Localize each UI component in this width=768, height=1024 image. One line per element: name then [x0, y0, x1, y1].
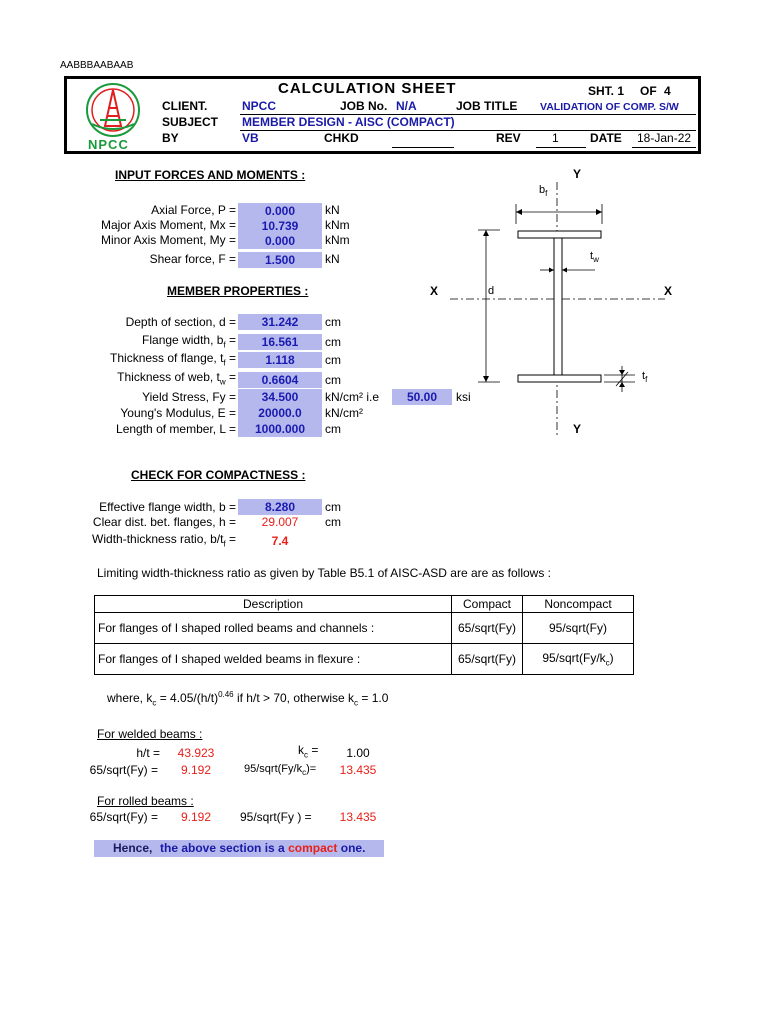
b-label: Effective flange width, b =	[99, 500, 236, 514]
date-value: 18-Jan-22	[637, 131, 692, 145]
welded-ht-label: h/t =	[136, 746, 160, 760]
logo-text: NPCC	[88, 137, 129, 152]
diagram-d-label: d	[488, 285, 495, 297]
e-label: Young's Modulus, E =	[120, 406, 236, 420]
shear-label: Shear force, F =	[149, 252, 236, 266]
welded-c95-value: 13.435	[339, 763, 377, 777]
h-value: 29.007	[261, 515, 299, 529]
y-axis-bottom-label: Y	[573, 422, 582, 436]
jobtitle-label: JOB TITLE	[456, 99, 518, 113]
my-label: Minor Axis Moment, My =	[100, 233, 236, 247]
ratio-label: Width-thickness ratio, $b/t_f$ =	[92, 532, 236, 549]
my-unit: kNm	[325, 233, 350, 247]
table-header: Noncompact	[523, 596, 634, 613]
by-value: VB	[242, 131, 259, 145]
table-cell: 95/sqrt(Fy)	[523, 613, 634, 644]
table-header: Compact	[452, 596, 523, 613]
jobno-value: N/A	[396, 99, 417, 113]
of-label: OF	[640, 84, 657, 98]
welded-c65-label: 65/sqrt(Fy) =	[89, 763, 158, 777]
tw-unit: cm	[325, 373, 341, 387]
table-row	[95, 613, 634, 644]
fy-ksi-unit: ksi	[456, 390, 471, 404]
subject-value: MEMBER DESIGN - AISC (COMPACT)	[242, 115, 455, 129]
rolled-c95-value: 13.435	[339, 810, 377, 824]
axial-value[interactable]: 0.000	[238, 203, 322, 219]
welded-kc-value: 1.00	[346, 746, 370, 760]
mx-label: Major Axis Moment, Mx =	[100, 218, 236, 232]
depth-unit: cm	[325, 315, 341, 329]
of-value: 4	[664, 84, 671, 98]
limits-table	[94, 595, 634, 675]
diagram-tf-label: $t_f$	[642, 370, 648, 385]
jobtitle-value: VALIDATION OF COMP. S/W	[540, 101, 679, 113]
props-heading: MEMBER PROPERTIES :	[167, 284, 309, 298]
client-label: CLIENT.	[162, 99, 208, 113]
client-value: NPCC	[242, 99, 277, 113]
l-label: Length of member, L =	[116, 422, 236, 436]
bf-unit: cm	[325, 335, 341, 349]
tw-value[interactable]: 0.6604	[238, 372, 322, 388]
by-label: BY	[162, 131, 179, 145]
rolled-c65-label: 65/sqrt(Fy) =	[89, 810, 158, 824]
sheet-number: SHT. 1	[588, 84, 625, 98]
table-header-row	[95, 596, 634, 613]
i-section-diagram	[420, 160, 710, 450]
my-value[interactable]: 0.000	[238, 233, 322, 249]
fy-ksi-value: 50.00	[392, 389, 452, 405]
e-unit: kN/cm²	[325, 406, 363, 420]
mx-unit: kNm	[325, 218, 350, 232]
subject-label: SUBJECT	[162, 115, 219, 129]
table-cell: For flanges of I shaped welded beams in flexure :	[95, 644, 452, 675]
shear-unit: kN	[325, 252, 340, 266]
rolled-heading: For rolled beams :	[97, 794, 194, 808]
fy-value[interactable]: 34.500	[238, 389, 322, 405]
conclusion-text: the above section is a compact one.	[160, 841, 366, 855]
welded-kc-label: $k_c$ =	[298, 743, 319, 760]
table-cell: 65/sqrt(Fy)	[452, 644, 523, 675]
depth-value[interactable]: 31.242	[238, 314, 322, 330]
npcc-logo	[78, 80, 148, 152]
welded-c95-label: $95/sqrt(Fy/k_c)=$	[244, 763, 317, 778]
rolled-c95-label: 95/sqrt(Fy ) =	[240, 810, 312, 824]
conclusion-hence: Hence,	[113, 841, 153, 855]
bf-value[interactable]: 16.561	[238, 334, 322, 350]
tf-unit: cm	[325, 353, 341, 367]
date-label: DATE	[590, 131, 622, 145]
l-value[interactable]: 1000.000	[238, 421, 322, 437]
bf-label: Flange width, $b_f$ =	[142, 333, 236, 350]
table-cell: 65/sqrt(Fy)	[452, 613, 523, 644]
welded-c65-value: 9.192	[180, 763, 212, 777]
h-unit: cm	[325, 515, 341, 529]
rev-label: REV	[496, 131, 521, 145]
fy-unit: kN/cm² i.e	[325, 390, 379, 404]
welded-heading: For welded beams :	[97, 727, 203, 741]
b-value[interactable]: 8.280	[238, 499, 322, 515]
b-unit: cm	[325, 500, 341, 514]
diagram-bf-label: $b_f$	[539, 184, 548, 199]
chkd-label: CHKD	[324, 131, 359, 145]
tf-label: Thickness of flange, $t_f$ =	[110, 351, 236, 368]
conclusion-word: compact	[288, 841, 338, 855]
h-label: Clear dist. bet. flanges, h =	[92, 515, 236, 529]
jobno-label: JOB No.	[340, 99, 388, 113]
where-text: where, $k_c = 4.05/(h/t)^{0.46}$ if h/t > 70, otherwise $k_c = 1.0$	[107, 690, 389, 708]
table-cell: For flanges of I shaped rolled beams and channels :	[95, 613, 452, 644]
sheet-title: CALCULATION SHEET	[278, 80, 457, 97]
depth-label: Depth of section, d =	[125, 315, 236, 329]
rev-value: 1	[552, 131, 559, 145]
e-value[interactable]: 20000.0	[238, 405, 322, 421]
axial-label: Axial Force, P =	[151, 203, 236, 217]
fy-label: Yield Stress, Fy =	[142, 390, 236, 404]
x-axis-left-label: X	[430, 284, 439, 298]
ratio-value: 7.4	[271, 534, 289, 548]
limiting-text: Limiting width-thickness ratio as given by Table B5.1 of AISC-ASD are are as follows :	[97, 566, 551, 580]
top-code: AABBBAABAAB	[60, 60, 134, 71]
axial-unit: kN	[325, 203, 340, 217]
table-row	[95, 644, 634, 675]
forces-heading: INPUT FORCES AND MOMENTS :	[115, 168, 306, 182]
mx-value[interactable]: 10.739	[238, 218, 322, 234]
y-axis-top-label: Y	[573, 167, 582, 181]
diagram-tw-label: $t_w$	[590, 250, 599, 265]
tw-label: Thickness of web, $t_w$ =	[117, 370, 236, 387]
tf-value[interactable]: 1.118	[238, 352, 322, 368]
compact-heading: CHECK FOR COMPACTNESS :	[131, 468, 306, 482]
table-cell: $95/sqrt(Fy/k_c)$	[523, 644, 634, 675]
welded-ht-value: 43.923	[177, 746, 215, 760]
table-header: Description	[95, 596, 452, 613]
x-axis-right-label: X	[664, 284, 673, 298]
rolled-c65-value: 9.192	[180, 810, 212, 824]
l-unit: cm	[325, 422, 341, 436]
shear-value[interactable]: 1.500	[238, 252, 322, 268]
